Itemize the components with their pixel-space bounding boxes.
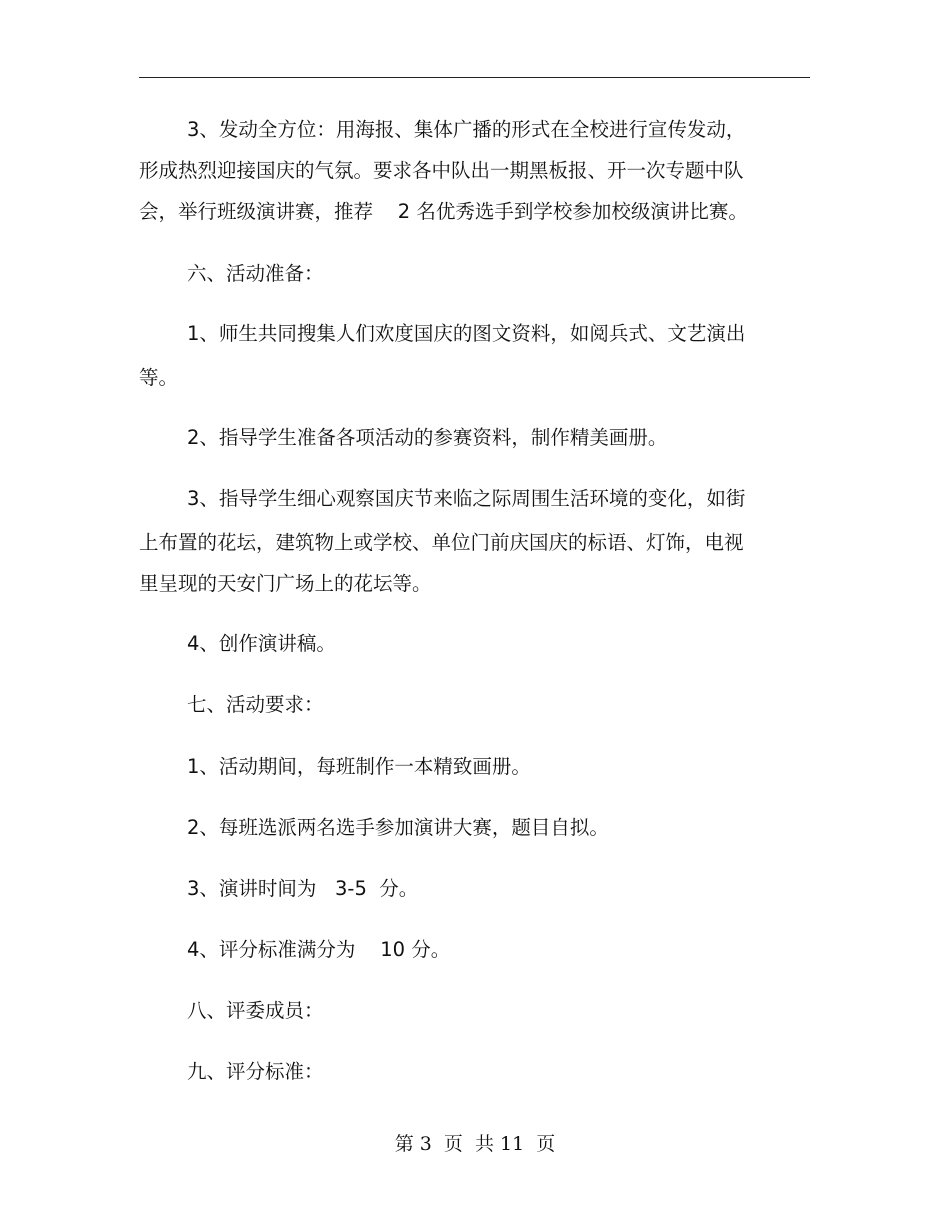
paragraph-line: 2、每班选派两名选手参加演讲大赛，题目自拟。: [187, 816, 609, 839]
paragraph-line: 会，举行班级演讲赛，推荐 2 名优秀选手到学校参加校级演讲比赛。: [139, 200, 748, 223]
paragraph-line: 1、师生共同搜集人们欢度国庆的图文资料，如阅兵式、文艺演出: [187, 322, 746, 345]
paragraph-line: 3、演讲时间为 3-5 分。: [187, 877, 419, 900]
section-heading: 九、评分标准：: [187, 1060, 324, 1083]
paragraph-line: 里呈现的天安门广场上的花坛等。: [139, 572, 432, 595]
section-heading: 八、评委成员：: [187, 999, 324, 1022]
paragraph-line: 3、指导学生细心观察国庆节来临之际周围生活环境的变化，如街: [187, 487, 746, 510]
paragraph-line: 4、评分标准满分为 10 分。: [187, 938, 451, 961]
paragraph-line: 3、发动全方位：用海报、集体广播的形式在全校进行宣传发动，: [187, 118, 746, 141]
paragraph-line: 2、指导学生准备各项活动的参赛资料，制作精美画册。: [187, 426, 668, 449]
section-heading: 六、活动准备：: [187, 262, 324, 285]
paragraph-line: 1、活动期间，每班制作一本精致画册。: [187, 755, 531, 778]
paragraph-line: 上布置的花坛，建筑物上或学校、单位门前庆国庆的标语、灯饰，电视: [139, 531, 744, 554]
section-heading: 七、活动要求：: [187, 693, 324, 716]
page-footer: 第 3 页 共 11 页: [394, 1133, 556, 1155]
paragraph-line: 形成热烈迎接国庆的气氛。要求各中队出一期黑板报、开一次专题中队: [139, 159, 744, 182]
paragraph-line: 等。: [139, 366, 179, 389]
paragraph-line: 4、创作演讲稿。: [187, 632, 336, 655]
header-rule: [139, 77, 810, 78]
